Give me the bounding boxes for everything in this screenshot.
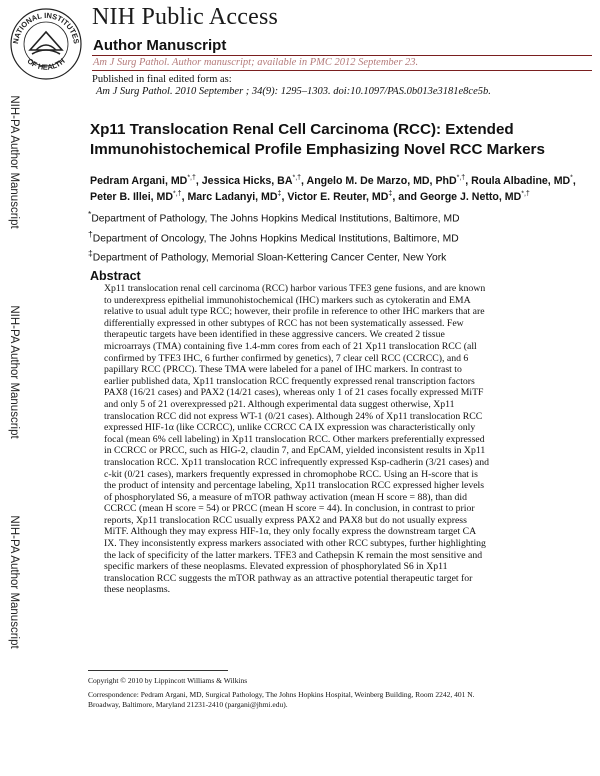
footnote-divider — [88, 670, 228, 671]
published-label: Published in final edited form as: — [92, 74, 232, 85]
abstract-heading: Abstract — [90, 269, 141, 283]
availability-note: Am J Surg Pathol. Author manuscript; available in PMC 2012 September 23. — [93, 57, 419, 68]
affiliation: *Department of Pathology, The Johns Hopkins Medical Institutions, Baltimore, MD — [88, 209, 460, 225]
abstract-line: IX. They inconsistently express markers associated with other RCC subtypes, further highlighting — [104, 538, 486, 550]
abstract-line: papillary RCC (PRCC). These TMA were labeled for a panel of IHC markers. In contrast to — [104, 364, 462, 376]
correspondence-note: Correspondence: Pedram Argani, MD, Surgical Pathology, The Johns Hopkins Hospital, Weinberg Building, Room 2242, 401 N. Broadway, Baltimore, Maryland 21231-2410 (pargani@jhmi.edu). — [88, 690, 475, 709]
author: Jessica Hicks, BA*,†, — [201, 174, 307, 187]
abstract-line: MiTF. Although they may express HIF-1α, they only focally express the downstream target CA — [104, 526, 477, 538]
author: George J. Netto, MD*,† — [419, 190, 530, 204]
abstract-body — [104, 283, 591, 596]
citation: Am J Surg Pathol. 2010 September ; 34(9): 1295–1303. doi:10.1097/PAS.0b013e3181e8ce5b. — [96, 86, 491, 97]
author: Victor E. Reuter, MD‡, and — [287, 190, 420, 204]
abstract-line: in CCRCC or PRCC, such as HIG-2, claudin 7, and EpCAM, yielded inconsistent results in Xp11 — [104, 445, 486, 457]
abstract-line: focal (mean 6% cell labeling) in Xp11 translocation RCC. Other markers preferentially expressed — [104, 433, 485, 445]
author: Marc Ladanyi, MD‡, — [187, 190, 288, 204]
abstract-line: differentially expressed in other subtypes of RCC has not been systematically assessed. Few — [104, 317, 464, 329]
affiliation: †Department of Oncology, The Johns Hopkins Medical Institutions, Baltimore, MD — [88, 229, 459, 245]
abstract-line: these neoplasms. — [104, 584, 171, 596]
publication-header-title: NIH Public Access — [92, 4, 279, 30]
abstract-line: the product of intensity and percentage labeling, Xp11 translocation RCC expressed higher levels — [104, 480, 485, 492]
abstract-line: translocation RCC did not express WT-1 (0/21 cases). Although 24% of Xp11 translocation RCC — [104, 410, 483, 422]
abstract-line: reports, Xp11 translocation RCC usually express PAX2 and PAX8 but do not usually express — [104, 514, 467, 526]
side-running-label: NIH-PA Author Manuscript — [8, 95, 20, 229]
abstract-line: expressed HIF-1α (like CCRCC), unlike CCRCC CA IX expression was characteristically only — [104, 422, 476, 434]
svg-text:OF HEALTH: OF HEALTH — [25, 56, 67, 72]
header-divider — [92, 70, 592, 71]
abstract-line: earlier published data, Xp11 translocation RCC frequently expressed renal transcription factors — [104, 375, 475, 387]
side-running-label: NIH-PA Author Manuscript — [8, 515, 20, 649]
abstract-line: specific markers of these neoplasms. Elevated expression of phosphorylated S6 in Xp11 — [104, 561, 448, 573]
abstract-line: relative to usual adult type RCC; however, their profile in reference to other IHC markers that are — [104, 306, 485, 318]
affiliation: ‡Department of Pathology, Memorial Sloan-Kettering Cancer Center, New York — [88, 248, 447, 264]
abstract-line: translocation RCC. Xp11 translocation RCC infrequently expressed Ksp-cadherin (3/21 cases) and — [104, 456, 489, 468]
nih-seal-logo — [8, 6, 84, 82]
svg-text:NATIONAL INSTITUTES: NATIONAL INSTITUTES — [11, 10, 81, 45]
author: Roula Albadine, MD*, — [471, 174, 576, 187]
abstract-line: therapeutic targets have been identified in these aggressive cancers. We created 2 tissue — [104, 329, 445, 341]
abstract-line: and only 5 of 21 overexpressed p21. Although experimental data suggest otherwise, Xp11 — [104, 398, 455, 410]
copyright-note: Copyright © 2010 by Lippincott Williams & Wilkins — [88, 676, 248, 685]
abstract-line: microarrays (TMA) containing five 1.4-mm cores from each of 21 Xp11 translocation RCC (all — [104, 340, 477, 352]
abstract-line: translocation RCC suggests the mTOR pathway as an attractive potential therapeutic target for — [104, 572, 473, 584]
abstract-line: PAX8 (16/21 cases) and PAX2 (14/21 cases), whereas only 1 of 21 cases focally expressed MiTF — [104, 387, 484, 399]
abstract-line: CCRCC (mean H score = 54) or PRCC (mean H score = 44). In conclusion, in contrast to prior — [104, 503, 475, 515]
abstract-line: of phosphorylated S6, a measure of mTOR pathway activation (mean H score = 88), than did — [104, 491, 467, 503]
header-divider — [92, 55, 592, 56]
author: Angelo M. De Marzo, MD, PhD*,†, — [306, 174, 472, 187]
abstract-line: to underexpress epithelial immunohistochemical (IHC) markers such as cytokeratin and EMA — [104, 294, 471, 306]
abstract-line: Xp11 translocation renal cell carcinoma (RCC) harbor various TFE3 gene fusions, and are known — [104, 283, 486, 294]
abstract-line: confirmed by TFE3 IHC, 6 further confirmed by genetics), 7 clear cell RCC (CCRCC), and 6 — [104, 352, 469, 364]
author: Pedram Argani, MD*,†, — [90, 174, 202, 187]
abstract-line: c-kit (0/21 cases), markers frequently expressed in chromophobe RCC. Using an H-score that is — [104, 468, 478, 480]
article-title: Xp11 Translocation Renal Cell Carcinoma (RCC): Extended Immunohistochemical Profile Emphasizing Novel RCC Markers — [90, 121, 545, 158]
author: Peter B. Illei, MD*,†, — [90, 190, 188, 204]
abstract-line: the lack of specificity of the latter markers. TFE3 and Cathepsin K remain the most sensitive and — [104, 549, 483, 561]
side-running-label: NIH-PA Author Manuscript — [8, 305, 20, 439]
author-list — [90, 171, 590, 204]
publication-header-subtitle: Author Manuscript — [93, 37, 227, 54]
